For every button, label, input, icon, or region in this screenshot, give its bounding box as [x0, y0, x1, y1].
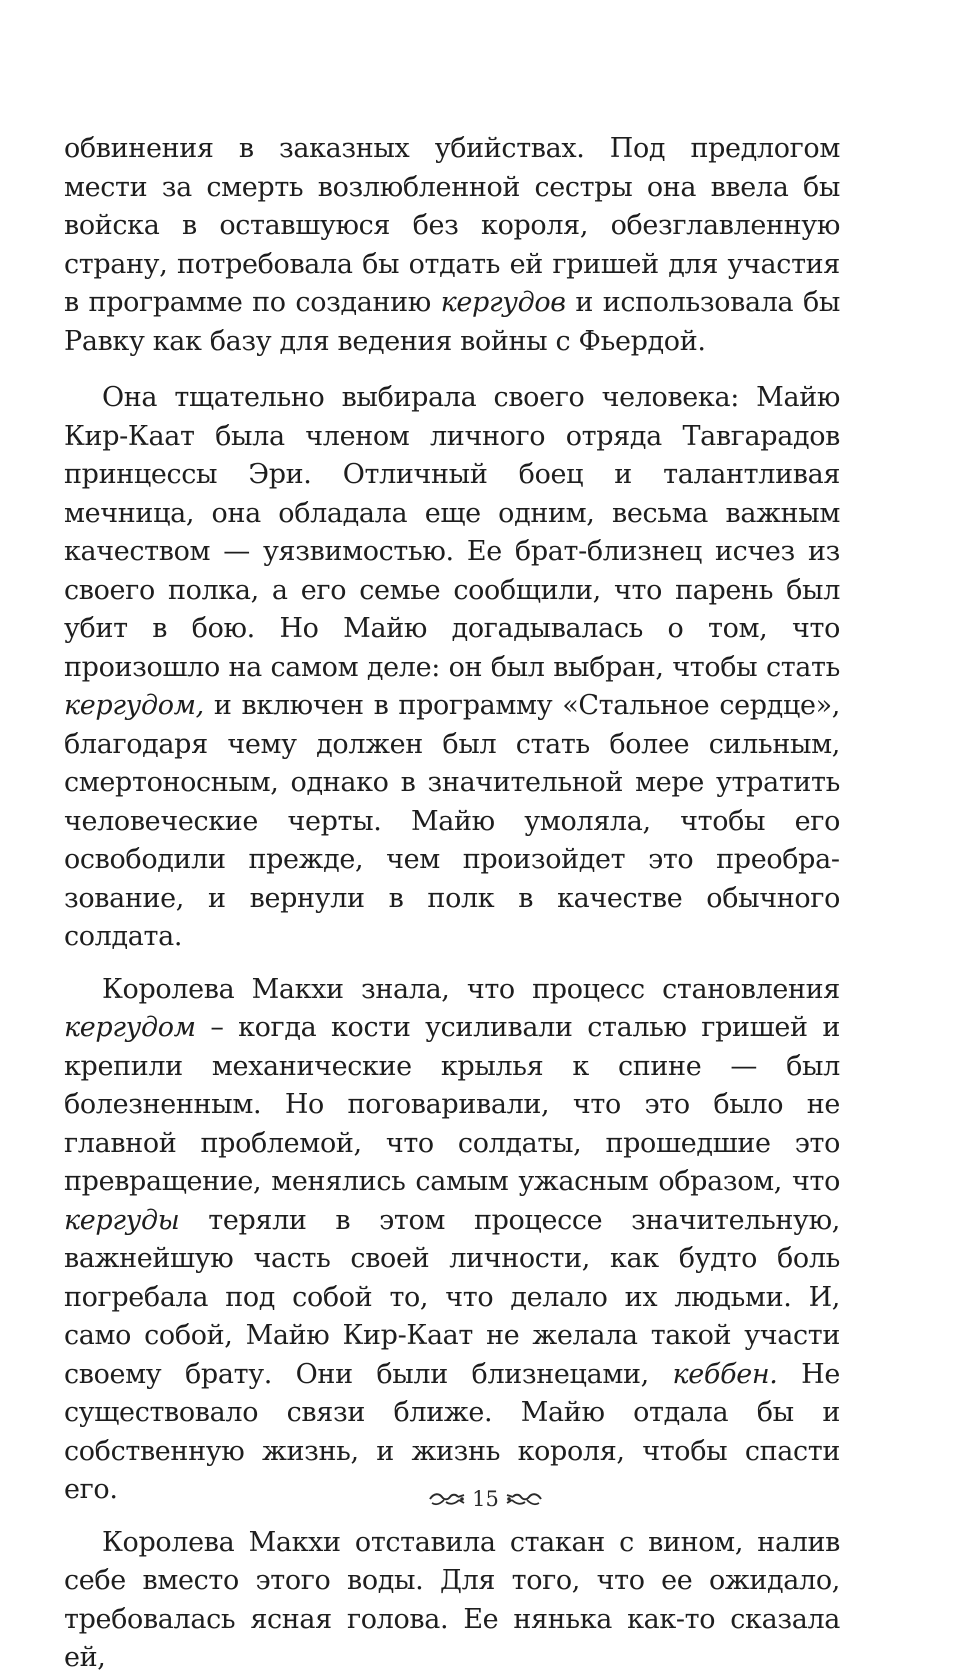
paragraph-1	[64, 130, 840, 361]
paragraph-3	[64, 971, 840, 1510]
italic-term: кергудов	[440, 287, 566, 318]
paragraph-4	[64, 1524, 840, 1678]
fleuron-left-icon	[428, 1491, 466, 1507]
paragraph-2	[64, 379, 840, 957]
body-text	[64, 130, 840, 1678]
text-run: Не существовало связи ближе. Майю отдала бы и собственную жизнь, и жизнь короля, чтобы спасти его.	[64, 1358, 840, 1505]
text-run: Королева Макхи знала, что процесс становления	[102, 973, 840, 1005]
fleuron-right-icon	[505, 1491, 543, 1507]
italic-term: кергудом	[64, 1012, 196, 1043]
text-run: обвинения в заказных убийствах. Под предлогом мести за смерть возлюбленной сестры она ввела бы войска в оставшуюся без короля, обезглавленную страну, потребовала бы отдать ей гришей для участия в программе по созданию	[64, 133, 840, 318]
text-run: и включен в программу «Стальное сердце», благодаря чему должен был стать более сильным, смертоносным, однако в значительной мере утратить человеческие черты. Майю умоляла, чтобы его освободили прежде, чем произойдет это преобразование, и вернули в полк в качестве обычного солдата.	[64, 690, 840, 952]
text-run: Королева Макхи отставила стакан с вином, налив себе вместо этого воды. Для того, что ее ожидало, требовалась ясная голова. Ее нянька как-то сказала ей,	[64, 1526, 840, 1673]
text-run: – когда кости усиливали сталью гришей и крепили механические крылья к спине — был болезненным. Но поговаривали, что это было не главной проблемой, что солдаты, прошедшие это превращение, менялись самым ужасным образом, что	[64, 1012, 840, 1197]
page-footer	[0, 1482, 971, 1514]
text-run: и использовала бы Равку как базу для ведения войны с Фьердой.	[64, 287, 841, 357]
italic-term: кергуды	[64, 1204, 180, 1236]
italic-term: кергудом,	[64, 690, 204, 721]
text-run: теряли в этом процессе значительную, важнейшую часть своей личности, как будто боль погребала под собой то, что делало их людьми. И, само собой, Майю Кир-Каат не желала такой участи своему брату. Они были близнецами,	[64, 1204, 840, 1390]
text-run: Она тщательно выбирала своего человека: Майю Кир-Каат была членом личного отряда Тавгарадов принцессы Эри. Отличный боец и талантливая мечница, она обладала еще одним, весьма важным качеством — уязвимостью. Ее брат-близнец исчез из своего полка, а его семье сообщили, что парень был убит в бою. Но Майю догадывалась о том, что произошло на самом деле: он был выбран, чтобы стать	[64, 382, 840, 683]
italic-term: кеббен.	[672, 1358, 778, 1390]
page-number: 15	[472, 1486, 499, 1511]
